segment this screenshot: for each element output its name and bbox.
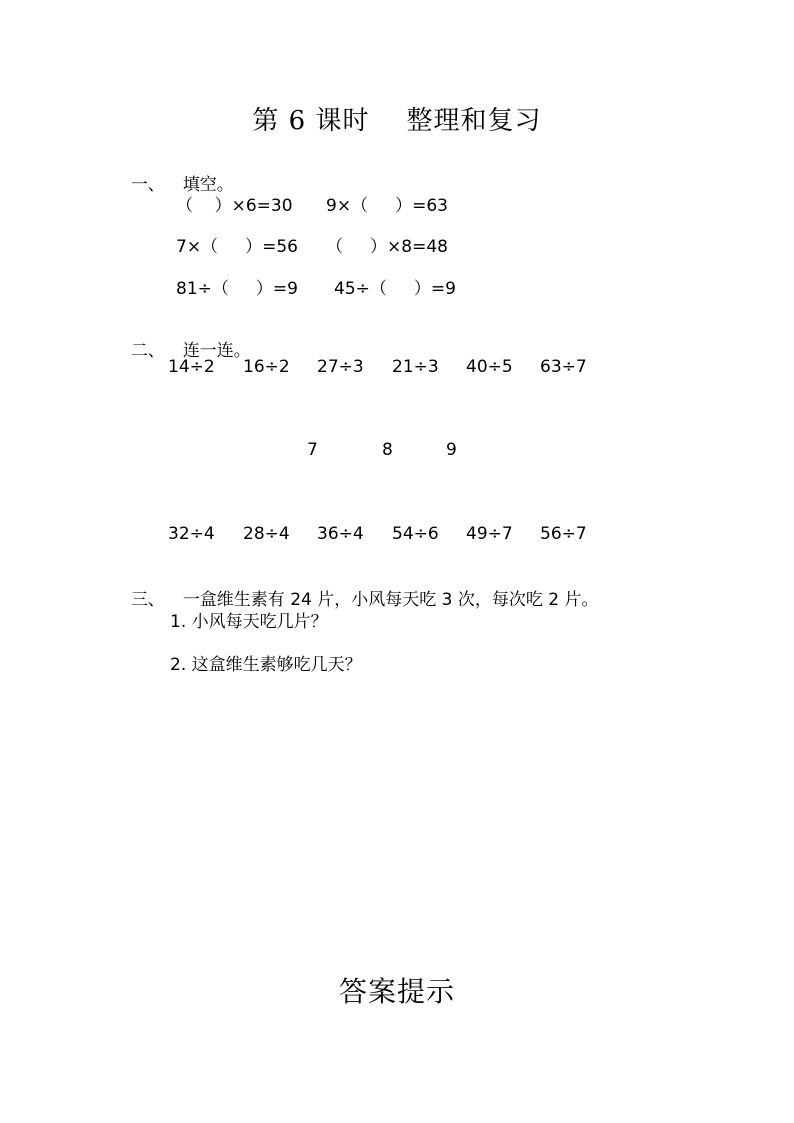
section-2-label: 连一连。 [182, 341, 251, 361]
match-expression: 56÷7 [540, 524, 587, 544]
fill-blank-equation: （ ）×8=48 [326, 237, 448, 257]
section-2-heading [120, 316, 251, 361]
match-expression: 32÷4 [168, 524, 215, 544]
bottom-expression-row [0, 524, 794, 548]
match-expression: 49÷7 [466, 524, 513, 544]
section-1-number: 一、 [130, 175, 165, 195]
section-1-label: 填空。 [182, 175, 234, 195]
match-answer: 9 [446, 440, 457, 460]
match-expression: 28÷4 [243, 524, 290, 544]
page-title: 第 6 课时 整理和复习 [252, 106, 542, 136]
top-expression-row [0, 357, 794, 381]
question-1: 1. 小风每天吃几片？ [170, 612, 328, 632]
section-3-heading [120, 565, 599, 610]
match-expression: 21÷3 [392, 357, 439, 377]
match-expression: 16÷2 [243, 357, 290, 377]
match-answer: 8 [382, 440, 393, 460]
match-expression: 27÷3 [317, 357, 364, 377]
section-2-number: 二、 [130, 341, 165, 361]
section-1-heading [120, 150, 234, 195]
match-expression: 14÷2 [168, 357, 215, 377]
match-expression: 40÷5 [466, 357, 513, 377]
fill-blank-equation: （ ）×6=30 [176, 196, 293, 216]
fill-blank-equation: 9×（ ）=63 [326, 196, 448, 216]
match-answer: 7 [307, 440, 318, 460]
match-expression: 36÷4 [317, 524, 364, 544]
section-3-number: 三、 [130, 590, 165, 610]
fill-blank-equation: 7×（ ）=56 [176, 237, 298, 257]
fill-blank-equation: 45÷（ ）=9 [334, 279, 456, 299]
answer-number-row [0, 440, 794, 464]
match-expression: 63÷7 [540, 357, 587, 377]
section-3-label: 一盒维生素有 24 片，小风每天吃 3 次，每次吃 2 片。 [182, 590, 599, 610]
fill-blank-equation: 81÷（ ）=9 [176, 279, 298, 299]
match-expression: 54÷6 [392, 524, 439, 544]
answer-heading: 答案提示 [338, 975, 455, 1008]
question-2: 2. 这盒维生素够吃几天？ [170, 655, 362, 675]
